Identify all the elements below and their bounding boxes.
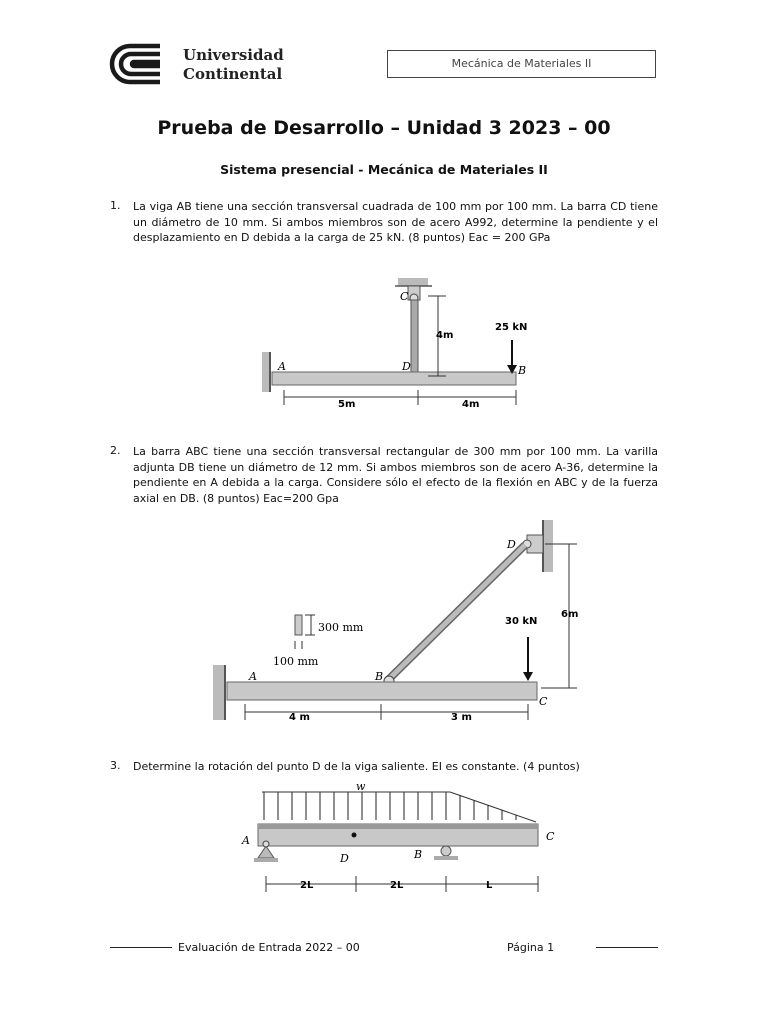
question-3-text: Determine la rotación del punto D de la viga saliente. EI es constante. (4 puntos) (133, 760, 580, 773)
university-logo (108, 42, 174, 86)
beam-abc (227, 682, 537, 700)
support-b (441, 846, 451, 856)
dim-left: 5m (338, 399, 356, 410)
dim-1: 2L (300, 880, 314, 891)
question-3-number: 3. (110, 759, 121, 772)
section-width: 100 mm (273, 655, 319, 668)
height-value: 6m (561, 609, 579, 620)
rod-length: 4m (436, 330, 454, 341)
dim-left: 4 m (289, 712, 310, 723)
ceiling-hatch (398, 278, 428, 286)
footer-right: Página 1 (507, 941, 555, 954)
load-value: 25 kN (495, 322, 528, 333)
footer-line-left (110, 947, 172, 948)
course-box: Mecánica de Materiales II (387, 50, 656, 78)
logo-icon (108, 42, 174, 86)
section-height: 300 mm (318, 621, 364, 634)
label-b: B (375, 670, 384, 683)
figure-3 (238, 780, 568, 900)
figure-1 (250, 270, 540, 415)
label-c: C (546, 830, 555, 843)
label-a: A (242, 834, 250, 847)
label-d: D (507, 538, 516, 551)
rod-cd (411, 300, 418, 372)
footer-left: Evaluación de Entrada 2022 – 00 (178, 941, 360, 954)
university-line1: Universidad (183, 46, 284, 64)
page-subtitle: Sistema presencial - Mecánica de Materiales II (220, 162, 548, 177)
dim-right: 4m (462, 399, 480, 410)
label-b: B (518, 364, 527, 377)
university-line2: Continental (183, 65, 283, 83)
dim-3: L (486, 880, 493, 891)
wall-a-hatch (213, 665, 225, 720)
question-2-text: La barra ABC tiene una sección transversal rectangular de 300 mm por 100 mm. La varilla adjunta DB tiene un diámetro de 12 mm. Si ambos miembros son de acero A-36, determine la pendiente en A debida a la carga. Considere sólo el efecto de la flexión en ABC y de la fuerza axial en DB. (8 puntos) Eac=200 Gpa (133, 445, 658, 505)
dim-right: 3 m (451, 712, 472, 723)
load-value: 30 kN (505, 616, 538, 627)
load-arrow (523, 672, 533, 681)
wall-hatch (262, 352, 270, 392)
page-title: Prueba de Desarrollo – Unidad 3 2023 – 00 (157, 117, 611, 139)
label-a: A (249, 670, 257, 683)
point-d (352, 833, 357, 838)
university-name (183, 46, 284, 84)
label-d: D (340, 852, 349, 865)
wall-d-hatch (543, 520, 553, 572)
question-1-number: 1. (110, 199, 121, 212)
beam-ab (272, 372, 516, 385)
label-d: D (402, 360, 411, 373)
label-b: B (414, 848, 423, 861)
question-1-text: La viga AB tiene una sección transversal cuadrada de 100 mm por 100 mm. La barra CD tiene un diámetro de 10 mm. Si ambos miembros son de acero A992, determine la pendiente y el desplazamiento en D debida a la carga de 25 kN. (8 puntos) Eac = 200 GPa (133, 200, 658, 244)
load-arrows (264, 792, 516, 820)
dim-2: 2L (390, 880, 404, 891)
label-c: C (400, 290, 409, 303)
footer-line-right (596, 947, 658, 948)
figure-2 (205, 515, 590, 730)
cross-section (295, 615, 302, 635)
label-a: A (278, 360, 286, 373)
label-w: w (356, 780, 366, 793)
support-a (258, 846, 274, 858)
label-c: C (539, 695, 548, 708)
question-2-number: 2. (110, 444, 121, 457)
